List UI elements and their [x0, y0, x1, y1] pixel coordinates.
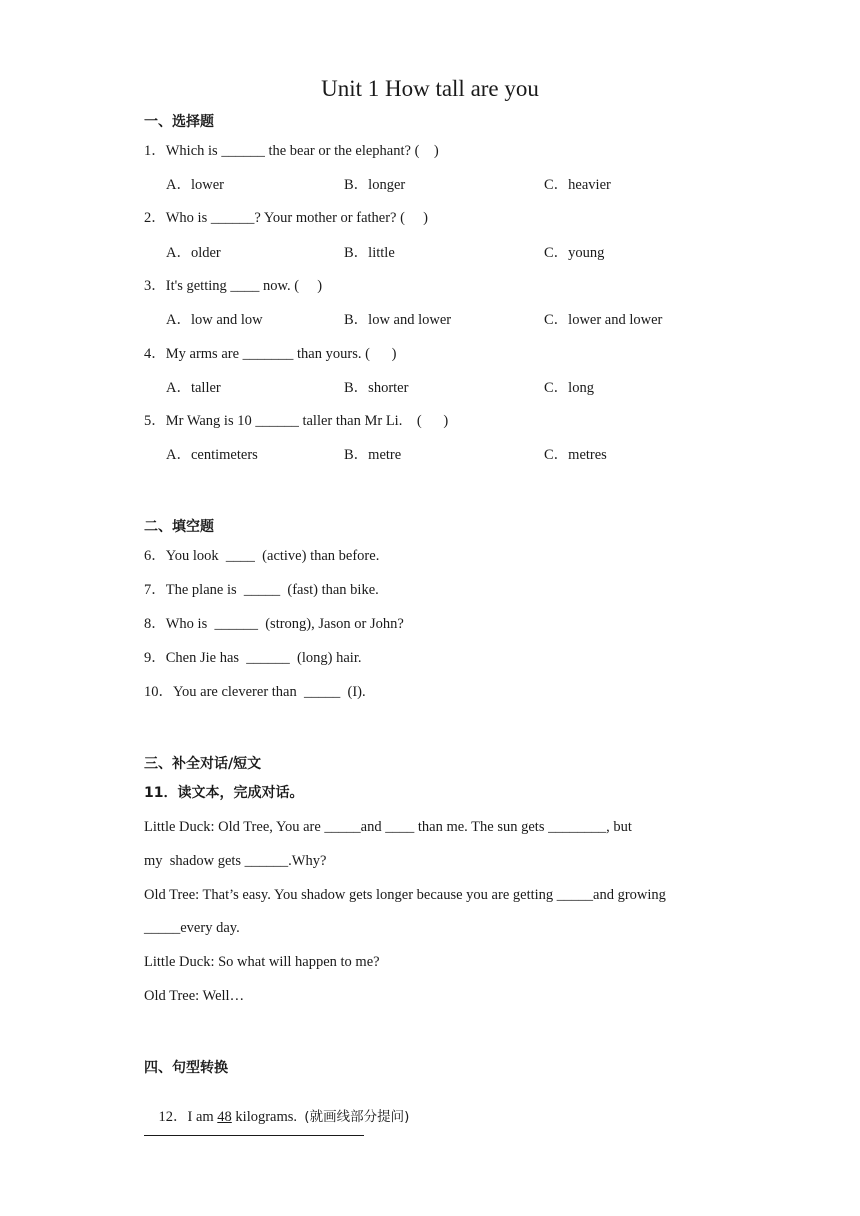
dialog-line: Old Tree: Well…: [144, 988, 245, 1004]
q3-option-b: B．low and lower: [344, 312, 452, 328]
question-2: 2．Who is ______? Your mother or father? ( ): [144, 210, 428, 226]
question-3: 3．It's getting ____ now. ( ): [144, 278, 323, 294]
question-12-suffix: kilograms.: [231, 1109, 305, 1125]
section-heading-dialog: 三、补全对话/短文: [144, 756, 262, 772]
q3-option-c: C．lower and lower: [544, 312, 663, 328]
q4-option-a: A．taller: [166, 380, 221, 396]
question-7: 7．The plane is _____ (fast) than bike.: [144, 582, 379, 598]
q5-option-a: A．centimeters: [166, 447, 258, 463]
question-12-underlined: 48: [217, 1109, 232, 1125]
section-heading-transform: 四、句型转换: [144, 1060, 228, 1076]
q4-option-c: C．long: [544, 380, 594, 396]
question-12: [144, 1087, 409, 1147]
question-5: 5．Mr Wang is 10 ______ taller than Mr Li. ( ): [144, 413, 449, 429]
q5-option-c: C．metres: [544, 447, 607, 463]
question-6: 6．You look ____ (active) than before.: [144, 548, 380, 564]
q2-option-b: B．little: [344, 245, 395, 261]
question-9: 9．Chen Jie has ______ (long) hair.: [144, 650, 362, 666]
q1-option-c: C．heavier: [544, 177, 611, 193]
question-8: 8．Who is ______ (strong), Jason or John?: [144, 616, 404, 632]
dialog-line: _____every day.: [144, 920, 240, 936]
question-4: 4．My arms are _______ than yours. ( ): [144, 346, 397, 362]
page-title: Unit 1 How tall are you: [321, 76, 539, 101]
section-heading-fill-blank: 二、填空题: [144, 519, 214, 535]
q1-option-a: A．lower: [166, 177, 224, 193]
dialog-line: Little Duck: So what will happen to me?: [144, 954, 380, 970]
answer-line: [144, 1135, 364, 1136]
section-heading-choice: 一、选择题: [144, 114, 214, 130]
question-10: 10．You are cleverer than _____ (I).: [144, 684, 366, 700]
question-11-prompt: 11．读文本，完成对话。: [144, 785, 304, 801]
dialog-line: my shadow gets ______.Why?: [144, 853, 327, 869]
question-12-prefix: 12．I am: [158, 1109, 218, 1125]
question-1: 1．Which is ______ the bear or the elephant? ( ): [144, 143, 439, 159]
q2-option-c: C．young: [544, 245, 605, 261]
q5-option-b: B．metre: [344, 447, 402, 463]
q1-option-b: B．longer: [344, 177, 406, 193]
q3-option-a: A．low and low: [166, 312, 263, 328]
dialog-line: Old Tree: That’s easy. You shadow gets longer because you are getting _____and growing: [144, 887, 666, 903]
dialog-line: Little Duck: Old Tree, You are _____and ____ than me. The sun gets ________, but: [144, 819, 632, 835]
q2-option-a: A．older: [166, 245, 221, 261]
q4-option-b: B．shorter: [344, 380, 409, 396]
question-12-note: (就画线部分提问): [304, 1109, 410, 1125]
